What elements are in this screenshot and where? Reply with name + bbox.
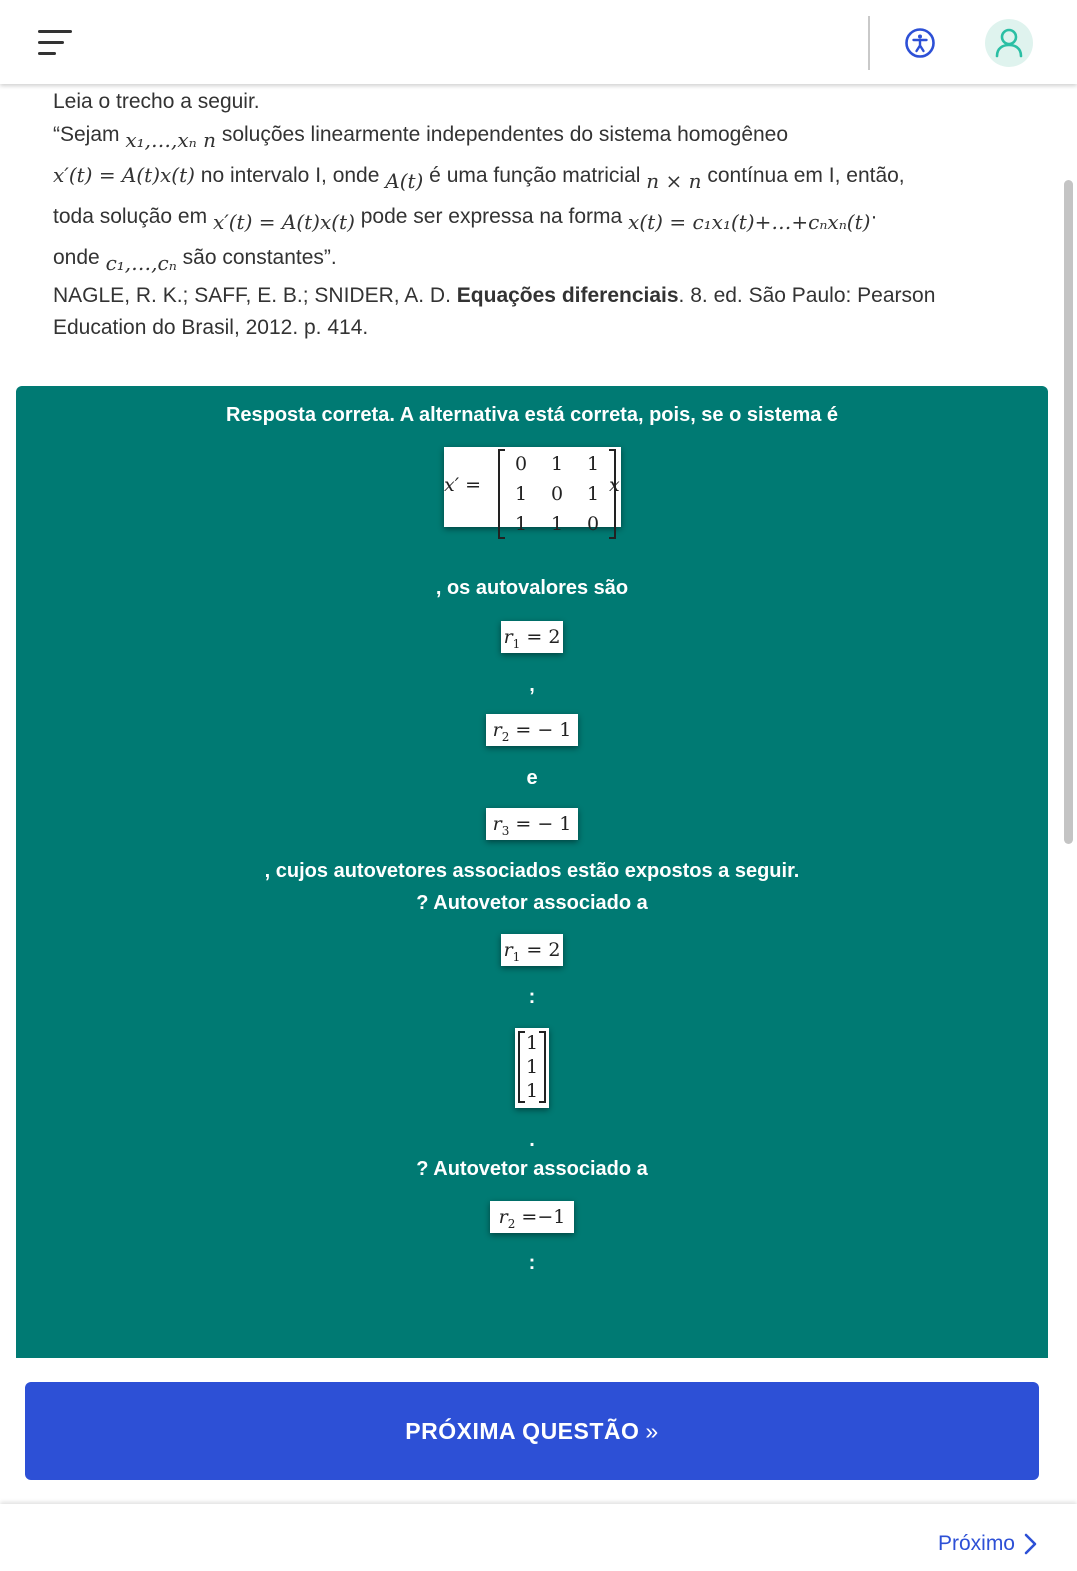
reference-line-2: Education do Brasil, 2012. p. 414. — [53, 316, 369, 339]
math-vectors: x₁,…,xₙ n — [125, 128, 216, 152]
question-line-3 — [53, 200, 1003, 233]
r-label: r — [492, 813, 502, 835]
matrix-cell: 1 — [514, 513, 528, 535]
text-segment: são constantes”. — [176, 246, 337, 269]
text-segment: é uma função matricial — [423, 164, 647, 187]
question-intro: Leia o trecho a seguir. — [53, 90, 260, 113]
matrix-cell: 1 — [586, 483, 600, 505]
system-matrix — [498, 449, 616, 539]
eigenvalue-r3 — [486, 808, 578, 840]
comma-separator: , — [529, 674, 535, 696]
eigenvector-item-1: ? Autovetor associado a — [416, 892, 648, 914]
question-line-2 — [53, 159, 1003, 192]
text-segment: toda solução em — [53, 205, 213, 228]
text-segment: · — [870, 205, 878, 228]
r-subscript: 1 — [512, 636, 521, 651]
r-value: =−1 — [521, 1206, 566, 1228]
page-scrollbar[interactable] — [1064, 180, 1073, 844]
text-segment: contínua em I, então, — [701, 164, 905, 187]
user-avatar[interactable] — [985, 19, 1033, 67]
r-label: r — [498, 1206, 508, 1228]
system-equation — [444, 447, 621, 535]
period: . — [529, 1129, 535, 1151]
text-segment: no intervalo I, onde — [194, 164, 386, 187]
feedback-line-1: Resposta correta. A alternativa está correta, pois, se o sistema é — [225, 404, 839, 426]
colon-2: : — [528, 1252, 536, 1274]
hamburger-menu-icon[interactable] — [38, 30, 72, 56]
vector-matrix — [518, 1031, 546, 1103]
feedback-line-2: , os autovalores são — [435, 577, 629, 599]
matrix-cell: 0 — [586, 513, 600, 535]
matrix-cell: 1 — [586, 453, 600, 475]
r-value: = 2 — [526, 626, 561, 648]
text-segment: . 8. ed. São Paulo: Pearson — [678, 284, 936, 307]
question-line-1 — [53, 118, 1003, 151]
item2-eigenvalue — [490, 1201, 574, 1233]
question-text — [53, 86, 1003, 344]
r-subscript: 1 — [512, 949, 521, 964]
vector-cell: 1 — [525, 1032, 539, 1054]
reference-title: Equações diferenciais — [456, 284, 679, 307]
answer-feedback-panel — [16, 386, 1048, 1358]
eigenvalue-r1 — [501, 621, 563, 653]
matrix-cell: 1 — [514, 483, 528, 505]
matrix-cell: 0 — [514, 453, 528, 475]
text-segment: onde — [53, 246, 106, 269]
math-general-solution: x(t) = c₁x₁(t)+…+cₙxₙ(t) — [628, 210, 871, 234]
math-matrix-a: A(t) — [385, 169, 424, 193]
reference-line-1 — [53, 280, 1003, 312]
text-segment: NAGLE, R. K.; SAFF, E. B.; SNIDER, A. D. — [53, 284, 457, 307]
math-dimension: n × n — [646, 169, 702, 193]
matrix-cell: 1 — [550, 453, 564, 475]
colon-1: : — [528, 986, 536, 1008]
accessibility-icon[interactable] — [904, 27, 936, 59]
vector-cell: 1 — [525, 1080, 539, 1102]
math-system: x′(t) = A(t)x(t) — [53, 163, 195, 187]
feedback-line-3: , cujos autovetores associados estão expostos a seguir. — [264, 860, 800, 882]
r-value: = 2 — [526, 939, 561, 961]
question-line-4 — [53, 241, 1003, 274]
system-lhs: x′ = — [444, 474, 481, 496]
user-avatar-icon — [995, 28, 1023, 58]
r-label: r — [492, 719, 502, 741]
next-link-label: Próximo — [937, 1532, 1015, 1555]
chevron-right-icon — [1023, 1533, 1037, 1555]
r-subscript: 3 — [501, 823, 510, 838]
matrix-cell: 1 — [550, 513, 564, 535]
next-question-label: PRÓXIMA QUESTÃO — [405, 1418, 640, 1444]
text-segment: soluções linearmente independentes do sistema homogêneo — [216, 123, 789, 146]
next-question-button[interactable] — [25, 1382, 1039, 1480]
r-label: r — [503, 626, 513, 648]
double-chevron-right-icon: » — [645, 1418, 659, 1444]
r-value: = − 1 — [515, 719, 572, 741]
matrix-cell: 0 — [550, 483, 564, 505]
eigenvector-item-2: ? Autovetor associado a — [416, 1158, 648, 1180]
system-rhs: x — [609, 474, 620, 496]
top-bar — [0, 0, 1077, 84]
next-link[interactable] — [938, 1532, 1037, 1556]
and-separator: e — [526, 767, 538, 789]
r-label: r — [503, 939, 513, 961]
r-value: = − 1 — [515, 813, 572, 835]
r-subscript: 2 — [507, 1216, 516, 1231]
vector-cell: 1 — [525, 1056, 539, 1078]
text-segment: pode ser expressa na forma — [354, 205, 629, 228]
r-subscript: 2 — [501, 729, 510, 744]
eigenvector-1 — [515, 1028, 549, 1108]
text-segment: “Sejam — [53, 123, 126, 146]
header-divider — [868, 16, 870, 70]
eigenvalue-r2 — [486, 714, 578, 746]
math-system-2: x′(t) = A(t)x(t) — [212, 210, 355, 234]
bottom-navigation-bar — [0, 1504, 1077, 1571]
math-constants: c₁,…,cₙ — [105, 251, 177, 275]
item1-eigenvalue — [501, 934, 563, 966]
